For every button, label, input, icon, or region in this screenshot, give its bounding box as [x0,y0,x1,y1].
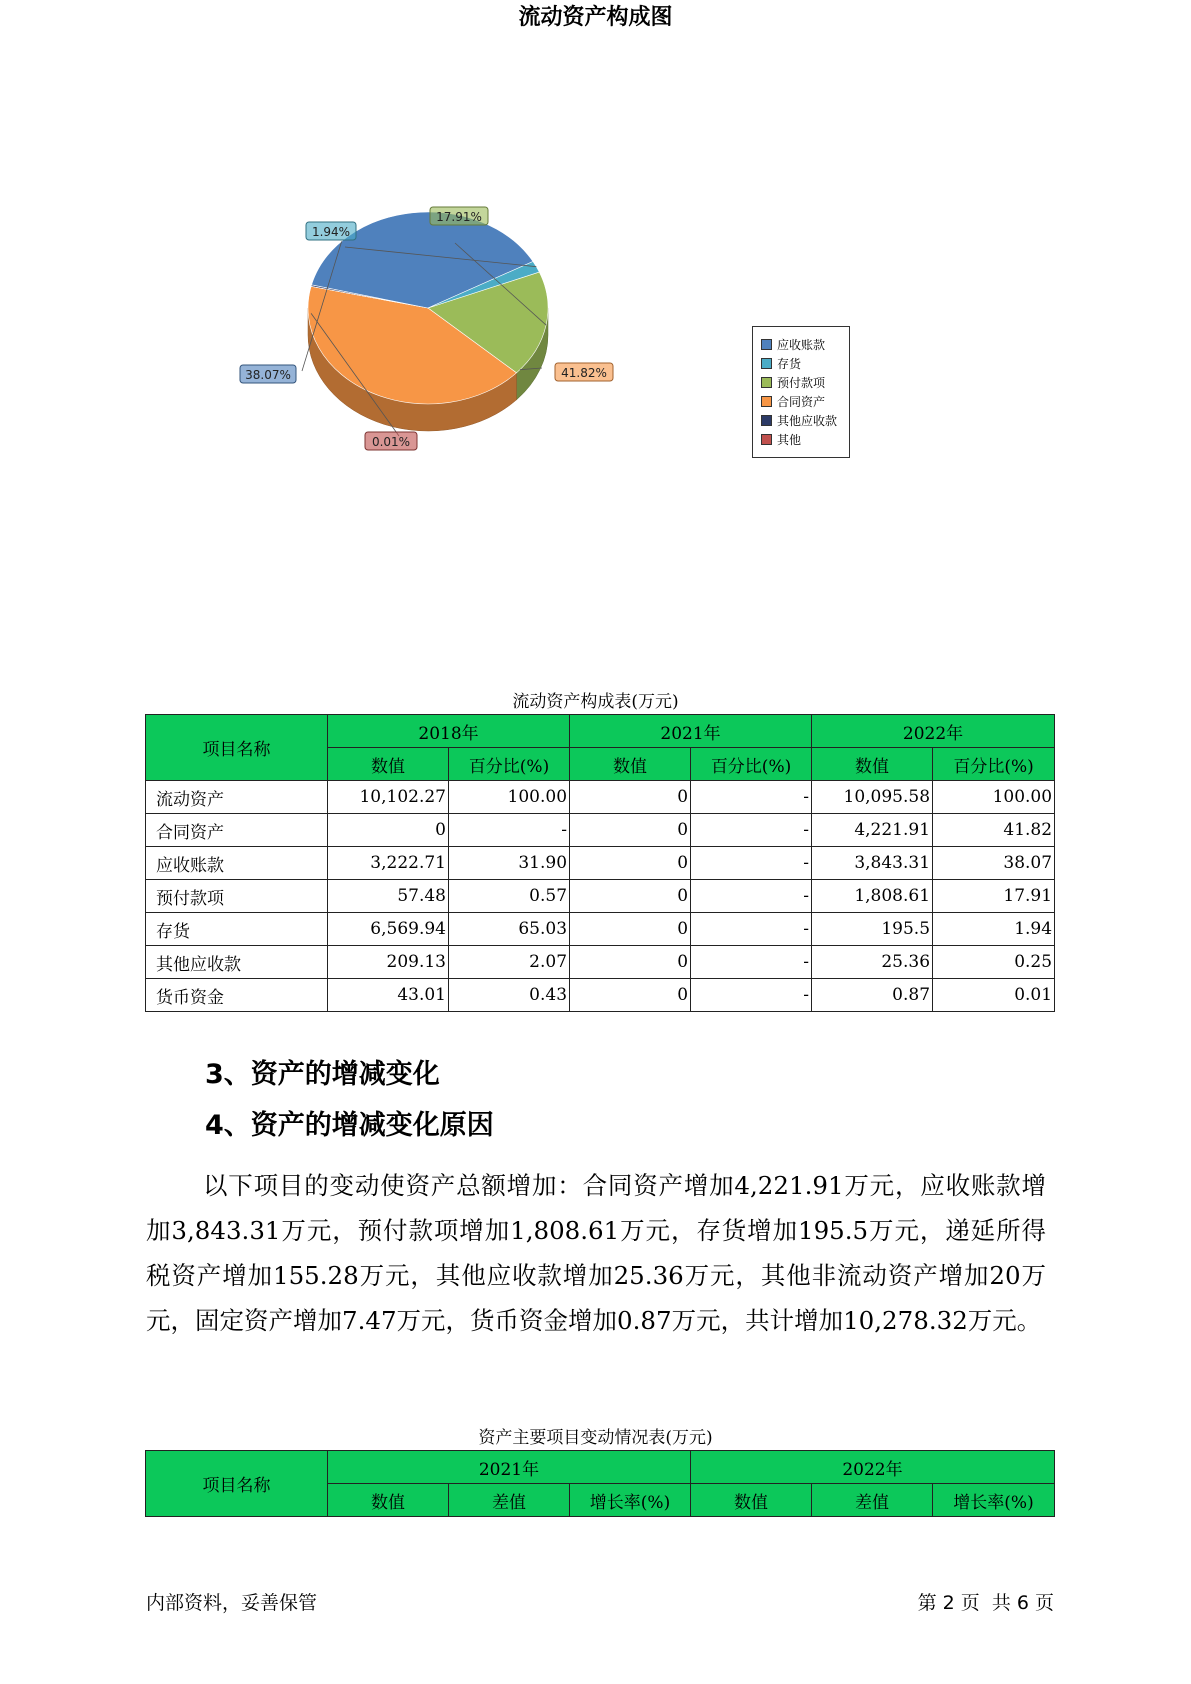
table1-sub-header: 数值 [812,748,933,781]
table-cell: 10,102.27 [328,781,449,814]
legend-item [753,335,849,354]
table-cell: 31.90 [449,847,570,880]
data-label: 41.82% [561,366,607,380]
table-cell: 17.91 [933,880,1055,913]
row-label: 存货 [146,913,328,946]
table-cell: 0.57 [449,880,570,913]
table-cell: 0.43 [449,979,570,1012]
legend-swatch [761,396,772,407]
legend-swatch [761,377,772,388]
table-cell: 1.94 [933,913,1055,946]
legend-label: 存货 [777,357,802,371]
table-cell: 0 [570,913,691,946]
table-cell: 0 [570,847,691,880]
table-cell: - [691,781,812,814]
table-cell: - [691,946,812,979]
row-label: 其他应收款 [146,946,328,979]
table-cell: 4,221.91 [812,814,933,847]
table1-year-header: 2022年 [812,715,1055,748]
table-cell: 0 [570,814,691,847]
table2-caption: 资产主要项目变动情况表(万元) [478,1428,713,1448]
table-cell: 10,095.58 [812,781,933,814]
table1-caption: 流动资产构成表(万元) [512,692,679,712]
data-label: 0.01% [371,435,411,449]
table1-name-header: 项目名称 [146,715,328,781]
paragraph-text: 以下项目的变动使资产总额增加：合同资产增加4,221.91万元，应收账款增加3,843.31万元，预付款项增加1,808.61万元，存货增加195.5万元，递延所得税资产增加155.28万元，其他应收款增加25.36万元，其他非流动资产增加20万元，固定资产增加7.47万元，货币资金增加0.87万元，共计增加10,278.32万元。 [146,1171,1046,1335]
table-cell: 57.48 [328,880,449,913]
table-cell: 0.01 [933,979,1055,1012]
table-cell: 0 [570,979,691,1012]
table-cell: 41.82 [933,814,1055,847]
table-cell: 0 [328,814,449,847]
table-cell: 195.5 [812,913,933,946]
table-cell: 0.87 [812,979,933,1012]
table-cell: - [691,880,812,913]
table1-year-header: 2021年 [570,715,812,748]
row-label: 预付款项 [146,880,328,913]
legend-label: 合同资产 [777,395,826,409]
legend-label: 其他 [777,433,802,447]
table-cell: 0.25 [933,946,1055,979]
legend-item [753,392,849,411]
legend-item [753,354,849,373]
footer-page-number: 第 2 页 共 6 页 [917,1592,1054,1614]
table2-sub-header: 数值 [691,1484,812,1517]
row-label: 流动资产 [146,781,328,814]
table-row [146,979,1055,1012]
legend-label: 预付款项 [777,376,826,390]
legend-swatch [761,358,772,369]
table-cell: 25.36 [812,946,933,979]
table-cell: 100.00 [449,781,570,814]
table1-sub-header: 百分比(%) [449,748,570,781]
table1-year-header: 2018年 [328,715,570,748]
table-cell: 0 [570,946,691,979]
legend-swatch [761,434,772,445]
data-label: 17.91% [436,210,482,224]
table-row [146,946,1055,979]
table2-year-header: 2022年 [691,1451,1055,1484]
row-label: 应收账款 [146,847,328,880]
table-cell: - [691,913,812,946]
current-assets-table [145,714,1055,1012]
table-cell: 65.03 [449,913,570,946]
table2-sub-header: 差值 [449,1484,570,1517]
table2-sub-header: 增长率(%) [570,1484,691,1517]
row-label: 合同资产 [146,814,328,847]
table2-sub-header: 增长率(%) [933,1484,1055,1517]
chart-legend [752,326,850,458]
table-cell: 3,843.31 [812,847,933,880]
data-label: 38.07% [245,368,291,382]
section-3-heading: 3、资产的增减变化 [205,1059,440,1090]
table2-year-header: 2021年 [328,1451,691,1484]
table2-name-header: 项目名称 [146,1451,328,1517]
table1-sub-header: 数值 [570,748,691,781]
table1-sub-header: 百分比(%) [691,748,812,781]
table-cell: - [449,814,570,847]
table-row [146,913,1055,946]
asset-change-table [145,1450,1055,1517]
table-cell: 3,222.71 [328,847,449,880]
legend-swatch [761,415,772,426]
section-4-heading: 4、资产的增减变化原因 [205,1110,494,1141]
table-cell: - [691,979,812,1012]
legend-item [753,411,849,430]
chart-title: 流动资产构成图 [518,5,673,30]
table-cell: 1,808.61 [812,880,933,913]
table-row [146,847,1055,880]
table1-sub-header: 数值 [328,748,449,781]
table-cell: 43.01 [328,979,449,1012]
table1-sub-header: 百分比(%) [933,748,1055,781]
table-cell: - [691,814,812,847]
legend-swatch [761,339,772,350]
data-label: 1.94% [311,225,351,239]
table2-sub-header: 数值 [328,1484,449,1517]
row-label: 货币资金 [146,979,328,1012]
table2-sub-header: 差值 [812,1484,933,1517]
footer-left: 内部资料，妥善保管 [146,1592,318,1614]
table-cell: 100.00 [933,781,1055,814]
legend-label: 其他应收款 [777,414,838,428]
table-cell: 6,569.94 [328,913,449,946]
table-cell: 38.07 [933,847,1055,880]
table-cell: 0 [570,880,691,913]
table-row [146,814,1055,847]
legend-label: 应收账款 [777,338,826,352]
table-cell: - [691,847,812,880]
pie-chart [0,0,1191,560]
body-paragraph [146,1163,1046,1343]
table-cell: 0 [570,781,691,814]
legend-item [753,430,849,449]
legend-item [753,373,849,392]
table-cell: 209.13 [328,946,449,979]
table-row [146,880,1055,913]
table-row [146,781,1055,814]
table-cell: 2.07 [449,946,570,979]
